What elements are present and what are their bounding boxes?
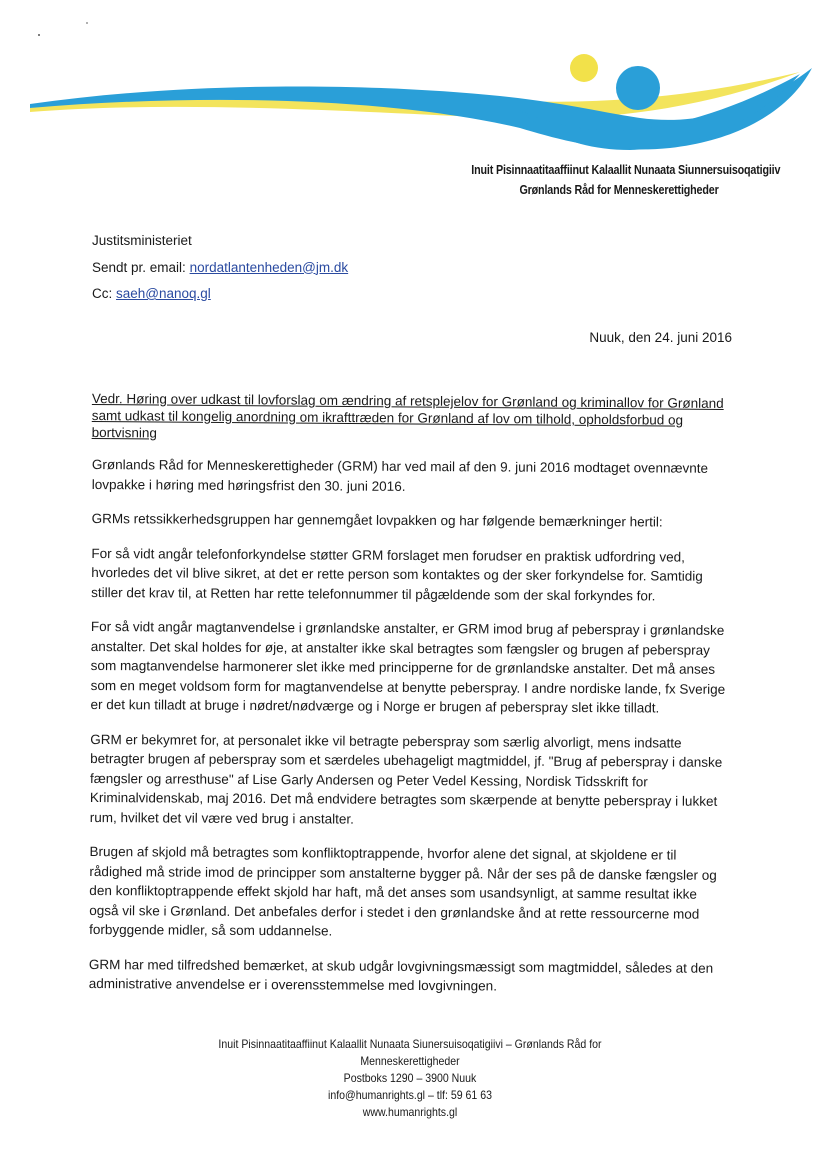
letter-subject: Vedr. Høring over udkast til lovforslag om ændring af retsplejelov for Grønland og kriminallov for Grønland samt udkast til kongelig anordning om ikrafttræden for Grønland af lov om tilhold, opholdsforbud og bortvisning (91, 390, 724, 441)
scan-speck (38, 34, 40, 36)
body-paragraph: Grønlands Råd for Menneskerettigheder (GRM) har ved mail af den 9. juni 2016 modtaget ovennævnte lovpakke i høring med høringsfrist den 30. juni 2016. (91, 456, 709, 494)
recipient-block (92, 228, 348, 308)
letter-date: Nuuk, den 24. juni 2016 (589, 330, 732, 345)
body-paragraph: GRM er bekymret for, at personalet ikke vil betragte peberspray som særlig alvorligt, mens indsatte betragter brugen af peberspray som et særdeles ubehageligt magtmiddel, jf. "Brug af peberspray i danske fængsler og arresthuse" af Lise Garly Andersen og Peter Vedel Kessing, Nordisk Tidsskrift for Kriminalvidenskab, maj 2016. Det må endvidere betragtes som skærpende at benytte peberspray i lukket rum, hvilket det vil være ved brug i anstalter. (89, 731, 723, 827)
footer-address: Postboks 1290 – 3900 Nuuk (343, 1071, 477, 1085)
body-paragraph: For så vidt angår magtanvendelse i grønlandske anstalter, er GRM imod brug af peberspray i grønlandske anstalter. Det skal holdes for øje, at anstalter ikke skal betragtes som fængsler og brugen af peberspray som magtanvendelse harmonerer slet ikke med principperne for de grønlandske anstalter. Det må anses som en meget voldsom form for magtanvendelse at benytte peberspray. I andre nordiske lande, fx Sverige er det kun tilladt at bruge i nødret/nødværge og i Norge er brugen af peberspray slet ikke tilladt. (90, 618, 726, 716)
organization-logo (0, 0, 828, 160)
body-paragraph: GRM har med tilfredshed bemærket, at skub udgår lovgivningsmæssigt som magtmiddel, således at den administrative anvendelse er i overensstemmelse med lovgivningen. (88, 956, 714, 994)
body-paragraph: Brugen af skjold må betragtes som konfliktoptrappende, hvorfor alene det signal, at skjoldene er til rådighed må stride imod de principper som anstalterne bygger på. Når der ses på de danske fængsler og den konfliktoptrappende effekt skjold har haft, må det anses som usandsynligt, at samme resultat ikke også vil ske i Grønland. Det anbefales derfor i stedet i den grønlandske ånd at rette ressourcerne mod forbyggende midler, så som uddannelse. (89, 843, 717, 939)
org-name-danish: Grønlands Råd for Menneskerettigheder (519, 183, 719, 197)
org-name-greenlandic: Inuit Pisinnaatitaaffiinut Kalaallit Nunaata Siunnersuisoqatigiiv (471, 163, 780, 177)
recipient-name: Justitsministeriet (92, 233, 192, 248)
footer-org-name: Inuit Pisinnaatitaaffiinut Kalaallit Nunaata Siunersuisoqatigiivi – Grønlands Råd for Menneskerettigheder (218, 1037, 602, 1068)
body-paragraph: GRMs retssikkerhedsgruppen har gennemgået lovpakken og har følgende bemærkninger hertil: (91, 510, 663, 530)
footer-contact: info@humanrights.gl – tlf: 59 61 63 (328, 1088, 492, 1102)
cc-label: Cc: (92, 286, 113, 301)
organization-header (471, 160, 780, 200)
letter-body (89, 455, 732, 1012)
recipient-email-link[interactable]: nordatlantenheden@jm.dk (189, 259, 349, 275)
scan-speck (86, 22, 88, 24)
cc-email-link[interactable]: saeh@nanoq.gl (116, 286, 211, 301)
footer-website: www.humanrights.gl (362, 1105, 458, 1119)
cc-line (92, 281, 348, 308)
letter-footer (172, 1036, 647, 1121)
recipient-email-line (92, 255, 348, 282)
email-label: Sendt pr. email: (92, 259, 186, 275)
body-paragraph: For så vidt angår telefonforkyndelse støtter GRM forslaget men forudser en praktisk udfordring ved, hvorledes det vil blive sikret, at det er rette person som kontaktes og der sker forkyndelse for. Samtidig stiller det krav til, at Retten har rette telefonnummer til pågældende som der skal forkyndes for. (91, 545, 703, 603)
